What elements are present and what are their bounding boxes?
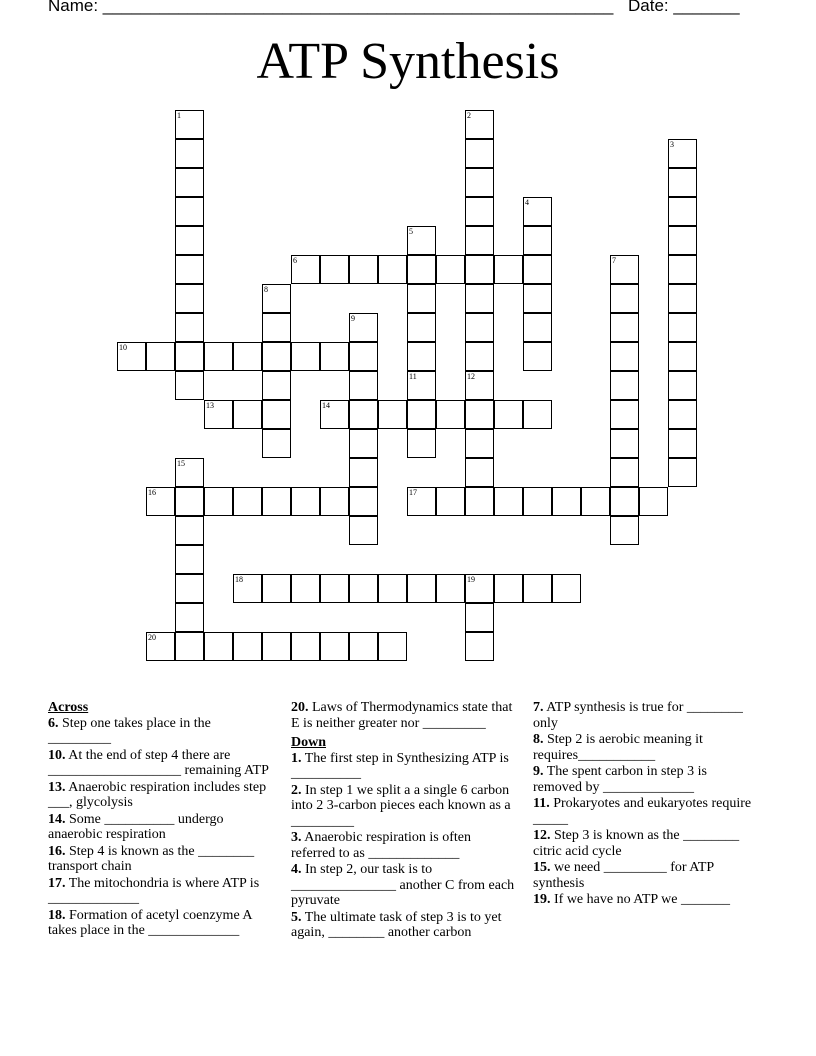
cell-number: 2 — [467, 111, 471, 120]
clue-text: Step one takes place in the _________ — [48, 715, 211, 746]
cell-number: 12 — [467, 372, 475, 381]
clue-number: 17. — [48, 875, 66, 891]
grid-cell[interactable] — [146, 342, 175, 371]
grid-cell[interactable] — [668, 400, 697, 429]
grid-cell[interactable] — [465, 284, 494, 313]
grid-cell[interactable] — [668, 458, 697, 487]
grid-cell[interactable] — [262, 400, 291, 429]
clue-down-9 — [533, 764, 758, 795]
grid-cell[interactable] — [436, 400, 465, 429]
cell-number: 16 — [148, 488, 156, 497]
grid-cell[interactable] — [291, 342, 320, 371]
grid-cell[interactable] — [436, 574, 465, 603]
grid-cell[interactable] — [407, 487, 436, 516]
cell-number: 18 — [235, 575, 243, 584]
grid-cell[interactable] — [175, 342, 204, 371]
clue-number: 20. — [291, 700, 309, 715]
grid-cell[interactable] — [610, 458, 639, 487]
grid-cell[interactable] — [668, 197, 697, 226]
date-label: Date: _______ — [628, 0, 740, 15]
grid-cell[interactable] — [175, 458, 204, 487]
grid-cell[interactable] — [291, 487, 320, 516]
cell-number: 20 — [148, 633, 156, 642]
clue-text: The mitochondria is where ATP is _____________ — [48, 875, 260, 906]
clue-text: Step 4 is known as the ________ transport chain — [48, 843, 255, 874]
cell-number: 10 — [119, 343, 127, 352]
grid-cell[interactable] — [523, 197, 552, 226]
grid-cell[interactable] — [262, 313, 291, 342]
clue-text: In step 2, our task is to _______________ another C from each pyruvate — [291, 862, 515, 908]
clue-number: 8. — [533, 732, 544, 747]
cell-number: 17 — [409, 488, 417, 497]
grid-cell[interactable] — [175, 226, 204, 255]
across-clues-continued — [291, 700, 516, 731]
clue-number: 14. — [48, 811, 66, 827]
grid-cell[interactable] — [175, 255, 204, 284]
across-clues — [48, 716, 273, 939]
cell-number: 13 — [206, 401, 214, 410]
grid-cell[interactable] — [175, 574, 204, 603]
grid-cell[interactable] — [407, 284, 436, 313]
across-heading: Across — [48, 700, 89, 715]
grid-cell[interactable] — [233, 574, 262, 603]
clue-number: 7. — [533, 700, 544, 715]
grid-cell[interactable] — [233, 487, 262, 516]
grid-cell[interactable] — [262, 429, 291, 458]
clue-number: 6. — [48, 715, 59, 731]
grid-cell[interactable] — [436, 255, 465, 284]
cell-number: 14 — [322, 401, 330, 410]
clue-down-19 — [533, 892, 758, 908]
clue-down-12 — [533, 828, 758, 859]
grid-cell[interactable] — [407, 371, 436, 400]
clue-text: The spent carbon in step 3 is removed by _____________ — [533, 764, 707, 795]
grid-cell[interactable] — [668, 313, 697, 342]
grid-cell[interactable] — [610, 487, 639, 516]
clue-text: Anaerobic respiration is often referred to as _____________ — [291, 830, 472, 861]
grid-cell[interactable] — [175, 168, 204, 197]
clue-number: 5. — [291, 909, 302, 925]
clue-text: Formation of acetyl coenzyme A takes place in the _____________ — [48, 907, 252, 938]
clue-text: we need _________ for ATP synthesis — [533, 860, 714, 891]
cell-number: 19 — [467, 575, 475, 584]
grid-cell[interactable] — [668, 429, 697, 458]
grid-cell[interactable] — [494, 487, 523, 516]
clue-number: 19. — [533, 892, 551, 907]
grid-cell[interactable] — [233, 400, 262, 429]
grid-cell[interactable] — [320, 342, 349, 371]
clue-across-20 — [291, 700, 516, 731]
clue-down-4 — [291, 862, 516, 909]
clue-down-5 — [291, 910, 516, 941]
clue-text: The ultimate task of step 3 is to yet again, ________ another carbon — [291, 909, 502, 940]
grid-cell[interactable] — [523, 487, 552, 516]
clue-text: Step 3 is known as the ________ citric acid cycle — [533, 828, 740, 859]
grid-cell[interactable] — [175, 313, 204, 342]
grid-cell[interactable] — [291, 574, 320, 603]
grid-cell[interactable] — [523, 226, 552, 255]
clue-across-16 — [48, 844, 273, 875]
clue-down-2 — [291, 783, 516, 830]
clue-number: 12. — [533, 828, 551, 843]
cell-number: 8 — [264, 285, 268, 294]
grid-cell[interactable] — [349, 574, 378, 603]
grid-cell[interactable] — [407, 400, 436, 429]
clue-across-10 — [48, 748, 273, 779]
grid-cell[interactable] — [175, 487, 204, 516]
grid-cell[interactable] — [204, 632, 233, 661]
clue-text: Prokaryotes and eukaryotes require _____ — [533, 796, 752, 827]
grid-cell[interactable] — [349, 342, 378, 371]
grid-cell[interactable] — [262, 371, 291, 400]
clue-number: 15. — [533, 860, 551, 875]
grid-cell[interactable] — [407, 574, 436, 603]
grid-cell[interactable] — [262, 632, 291, 661]
clue-down-8 — [533, 732, 758, 763]
grid-cell[interactable] — [204, 342, 233, 371]
grid-cell[interactable] — [668, 226, 697, 255]
grid-cell[interactable] — [204, 487, 233, 516]
clue-column-1 — [48, 700, 273, 940]
clue-number: 10. — [48, 747, 66, 763]
grid-cell[interactable] — [610, 284, 639, 313]
grid-cell[interactable] — [349, 429, 378, 458]
clue-number: 4. — [291, 862, 302, 877]
grid-cell[interactable] — [175, 516, 204, 545]
grid-cell[interactable] — [407, 429, 436, 458]
grid-cell[interactable] — [204, 400, 233, 429]
grid-cell[interactable] — [407, 342, 436, 371]
grid-cell[interactable] — [349, 516, 378, 545]
grid-cell[interactable] — [523, 313, 552, 342]
clue-across-13 — [48, 780, 273, 811]
grid-cell[interactable] — [523, 574, 552, 603]
grid-cell[interactable] — [320, 574, 349, 603]
clue-text: The first step in Synthesizing ATP is __________ — [291, 750, 509, 781]
grid-cell[interactable] — [668, 284, 697, 313]
grid-cell[interactable] — [494, 574, 523, 603]
grid-cell[interactable] — [349, 487, 378, 516]
grid-cell[interactable] — [523, 284, 552, 313]
grid-cell[interactable] — [668, 168, 697, 197]
name-label: Name: ______________________________________________________ — [48, 0, 614, 15]
clue-across-17 — [48, 876, 273, 907]
down-heading: Down — [291, 735, 327, 750]
grid-cell[interactable] — [175, 197, 204, 226]
clue-across-14 — [48, 812, 273, 843]
grid-cell[interactable] — [378, 574, 407, 603]
clue-text: ATP synthesis is true for ________ only — [533, 700, 743, 731]
clue-across-6 — [48, 716, 273, 747]
grid-cell[interactable] — [610, 342, 639, 371]
grid-cell[interactable] — [378, 400, 407, 429]
grid-cell[interactable] — [407, 313, 436, 342]
cell-number: 5 — [409, 227, 413, 236]
grid-cell[interactable] — [349, 371, 378, 400]
cell-number: 1 — [177, 111, 181, 120]
grid-cell[interactable] — [175, 632, 204, 661]
grid-cell[interactable] — [175, 110, 204, 139]
grid-cell[interactable] — [407, 226, 436, 255]
cell-number: 7 — [612, 256, 616, 265]
grid-cell[interactable] — [523, 255, 552, 284]
grid-cell[interactable] — [465, 168, 494, 197]
clue-down-3 — [291, 830, 516, 861]
grid-cell[interactable] — [291, 632, 320, 661]
grid-cell[interactable] — [465, 342, 494, 371]
clue-down-11 — [533, 796, 758, 827]
grid-cell[interactable] — [146, 632, 175, 661]
down-clues — [291, 751, 516, 941]
grid-cell[interactable] — [552, 487, 581, 516]
grid-cell[interactable] — [610, 429, 639, 458]
clue-number: 3. — [291, 830, 302, 845]
grid-cell[interactable] — [610, 313, 639, 342]
clue-text: At the end of step 4 there are ___________________ remaining ATP — [48, 747, 269, 778]
clue-text: In step 1 we split a a single 6 carbon into 2 3-carbon pieces each known as a _________ — [291, 782, 511, 829]
grid-cell[interactable] — [291, 255, 320, 284]
grid-cell[interactable] — [320, 255, 349, 284]
clue-number: 11. — [533, 796, 550, 811]
grid-cell[interactable] — [552, 574, 581, 603]
grid-cell[interactable] — [465, 487, 494, 516]
cell-number: 15 — [177, 459, 185, 468]
grid-cell[interactable] — [668, 255, 697, 284]
clue-number: 1. — [291, 750, 302, 766]
clue-number: 18. — [48, 907, 66, 923]
clue-number: 9. — [533, 764, 544, 779]
clue-down-15 — [533, 860, 758, 891]
grid-cell[interactable] — [581, 487, 610, 516]
grid-cell[interactable] — [378, 255, 407, 284]
clue-across-18 — [48, 908, 273, 939]
grid-cell[interactable] — [407, 255, 436, 284]
grid-cell[interactable] — [465, 603, 494, 632]
grid-cell[interactable] — [465, 139, 494, 168]
grid-cell[interactable] — [378, 632, 407, 661]
grid-cell[interactable] — [349, 313, 378, 342]
grid-cell[interactable] — [233, 632, 262, 661]
grid-cell[interactable] — [175, 284, 204, 313]
grid-cell[interactable] — [523, 342, 552, 371]
clue-column-3 — [533, 700, 758, 909]
clue-number: 13. — [48, 779, 66, 795]
grid-cell[interactable] — [175, 139, 204, 168]
clue-text: Anaerobic respiration includes step ___, glycolysis — [48, 779, 267, 810]
grid-cell[interactable] — [146, 487, 175, 516]
grid-cell[interactable] — [117, 342, 146, 371]
grid-cell[interactable] — [349, 632, 378, 661]
grid-cell[interactable] — [465, 197, 494, 226]
grid-cell[interactable] — [320, 632, 349, 661]
grid-cell[interactable] — [465, 110, 494, 139]
grid-cell[interactable] — [320, 487, 349, 516]
grid-cell[interactable] — [494, 255, 523, 284]
grid-cell[interactable] — [349, 255, 378, 284]
grid-cell[interactable] — [262, 487, 291, 516]
grid-cell[interactable] — [465, 632, 494, 661]
grid-cell[interactable] — [262, 574, 291, 603]
grid-cell[interactable] — [465, 313, 494, 342]
grid-cell[interactable] — [610, 400, 639, 429]
grid-cell[interactable] — [523, 400, 552, 429]
grid-cell[interactable] — [349, 458, 378, 487]
grid-cell[interactable] — [175, 371, 204, 400]
grid-cell[interactable] — [465, 400, 494, 429]
grid-cell[interactable] — [262, 284, 291, 313]
grid-cell[interactable] — [465, 226, 494, 255]
clue-number: 16. — [48, 843, 66, 859]
clue-down-7 — [533, 700, 758, 731]
grid-cell[interactable] — [233, 342, 262, 371]
cell-number: 3 — [670, 140, 674, 149]
clue-down-1 — [291, 751, 516, 782]
grid-cell[interactable] — [436, 487, 465, 516]
grid-cell[interactable] — [668, 139, 697, 168]
down-clues-continued — [533, 700, 758, 908]
cell-number: 6 — [293, 256, 297, 265]
grid-cell[interactable] — [320, 400, 349, 429]
grid-cell[interactable] — [610, 371, 639, 400]
grid-cell[interactable] — [175, 603, 204, 632]
grid-cell[interactable] — [668, 371, 697, 400]
cell-number: 9 — [351, 314, 355, 323]
grid-cell[interactable] — [610, 255, 639, 284]
page-title: ATP Synthesis — [256, 33, 560, 90]
grid-cell[interactable] — [262, 342, 291, 371]
grid-cell[interactable] — [465, 255, 494, 284]
clue-column-2 — [291, 700, 516, 942]
clue-text: Step 2 is aerobic meaning it requires___________ — [533, 732, 703, 763]
grid-cell[interactable] — [639, 487, 668, 516]
grid-cell[interactable] — [349, 400, 378, 429]
grid-cell[interactable] — [465, 371, 494, 400]
grid-cell[interactable] — [465, 429, 494, 458]
grid-cell[interactable] — [610, 516, 639, 545]
grid-cell[interactable] — [494, 400, 523, 429]
clue-text: Laws of Thermodynamics state that E is neither greater nor _________ — [291, 700, 513, 731]
grid-cell[interactable] — [465, 458, 494, 487]
clue-text: Some __________ undergo anaerobic respiration — [48, 811, 224, 842]
clue-number: 2. — [291, 782, 302, 798]
grid-cell[interactable] — [465, 574, 494, 603]
grid-cell[interactable] — [175, 545, 204, 574]
cell-number: 11 — [409, 372, 417, 381]
cell-number: 4 — [525, 198, 529, 207]
clue-text: If we have no ATP we _______ — [550, 892, 731, 907]
grid-cell[interactable] — [668, 342, 697, 371]
